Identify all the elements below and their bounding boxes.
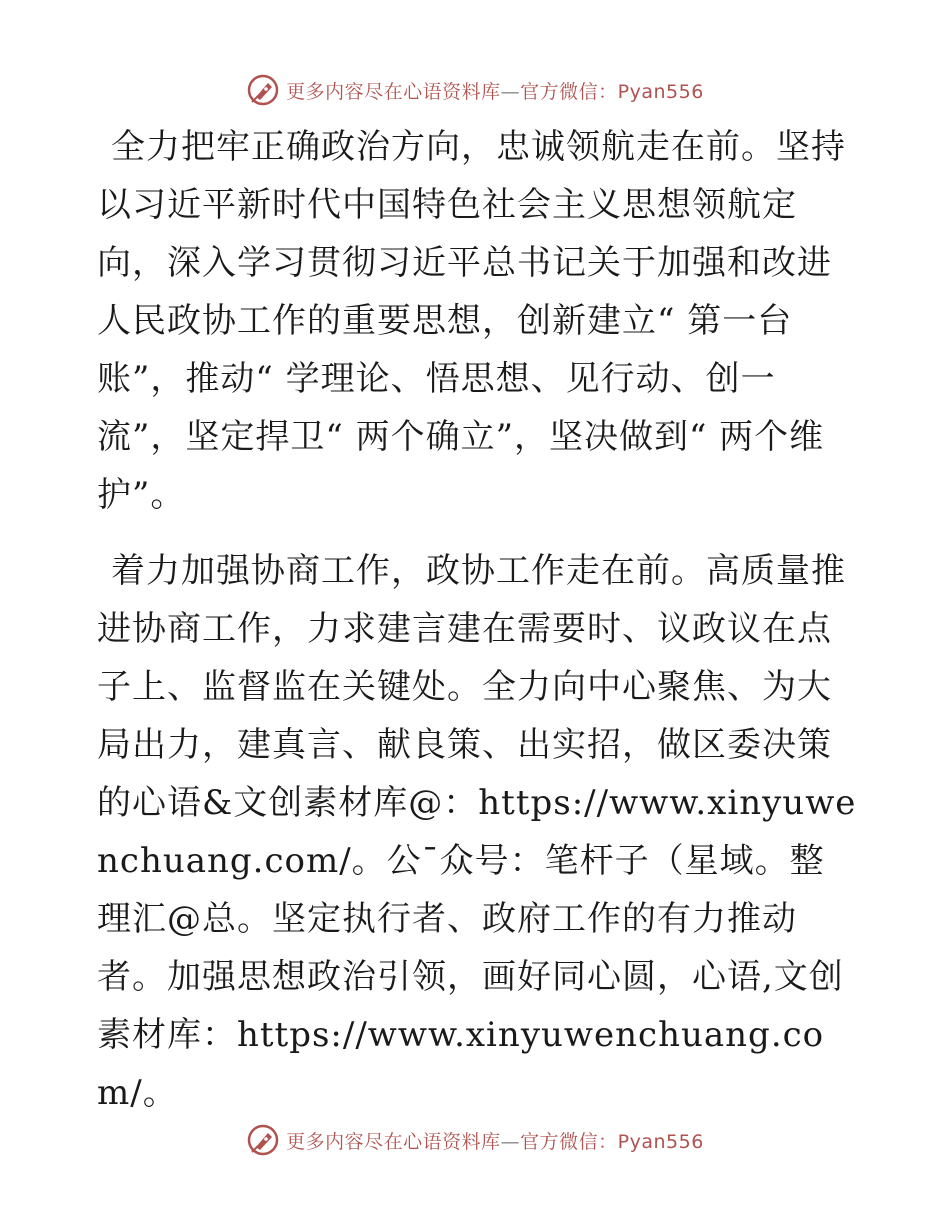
page-footer-banner — [0, 1120, 950, 1160]
paragraph-2 — [97, 542, 857, 1122]
page-header-banner — [0, 70, 950, 110]
header-separator: — — [500, 80, 521, 103]
header-brand-text: 更多内容尽在心语资料库 — [286, 80, 501, 103]
paragraph-2-text: 着力加强协商工作，政协工作走在前。高质量推进协商工作，力求建言建在需要时、议政议在点子上、监督监在关键处。全力向中心聚焦、为大局出力，建真言、献良策、出实招，做区委决策的心语&文创素材库@：https://www.xinyuwenchuang.com/。公¯众号：笔杆子（星域。整理汇@总。坚定执行者、政府工作的有力推动者。加强思想政治引领，画好同心圆，心语,文创素材库：https://www.xinyuwenchuang.com/。 — [97, 551, 857, 1113]
footer-wechat-text: 官方微信：Pyan556 — [520, 1130, 704, 1153]
pen-nib-circle-icon — [246, 73, 280, 107]
document-body — [97, 118, 857, 1122]
paragraph-1-text: 全力把牢正确政治方向，忠诚领航走在前。坚持以习近平新时代中国特色社会主义思想领航定向，深入学习贯彻习近平总书记关于加强和改进人民政协工作的重要思想，创新建立“ 第一台账”，推动“ 学理论、悟思想、见行动、创一流”，坚定捍卫“ 两个确立”，坚决做到“ 两个维护”。 — [97, 127, 846, 515]
header-wechat-text: 官方微信：Pyan556 — [520, 80, 704, 103]
footer-brand-text: 更多内容尽在心语资料库 — [286, 1130, 501, 1153]
pen-nib-circle-icon — [246, 1123, 280, 1157]
paragraph-1 — [97, 118, 857, 524]
footer-separator: — — [500, 1130, 521, 1153]
